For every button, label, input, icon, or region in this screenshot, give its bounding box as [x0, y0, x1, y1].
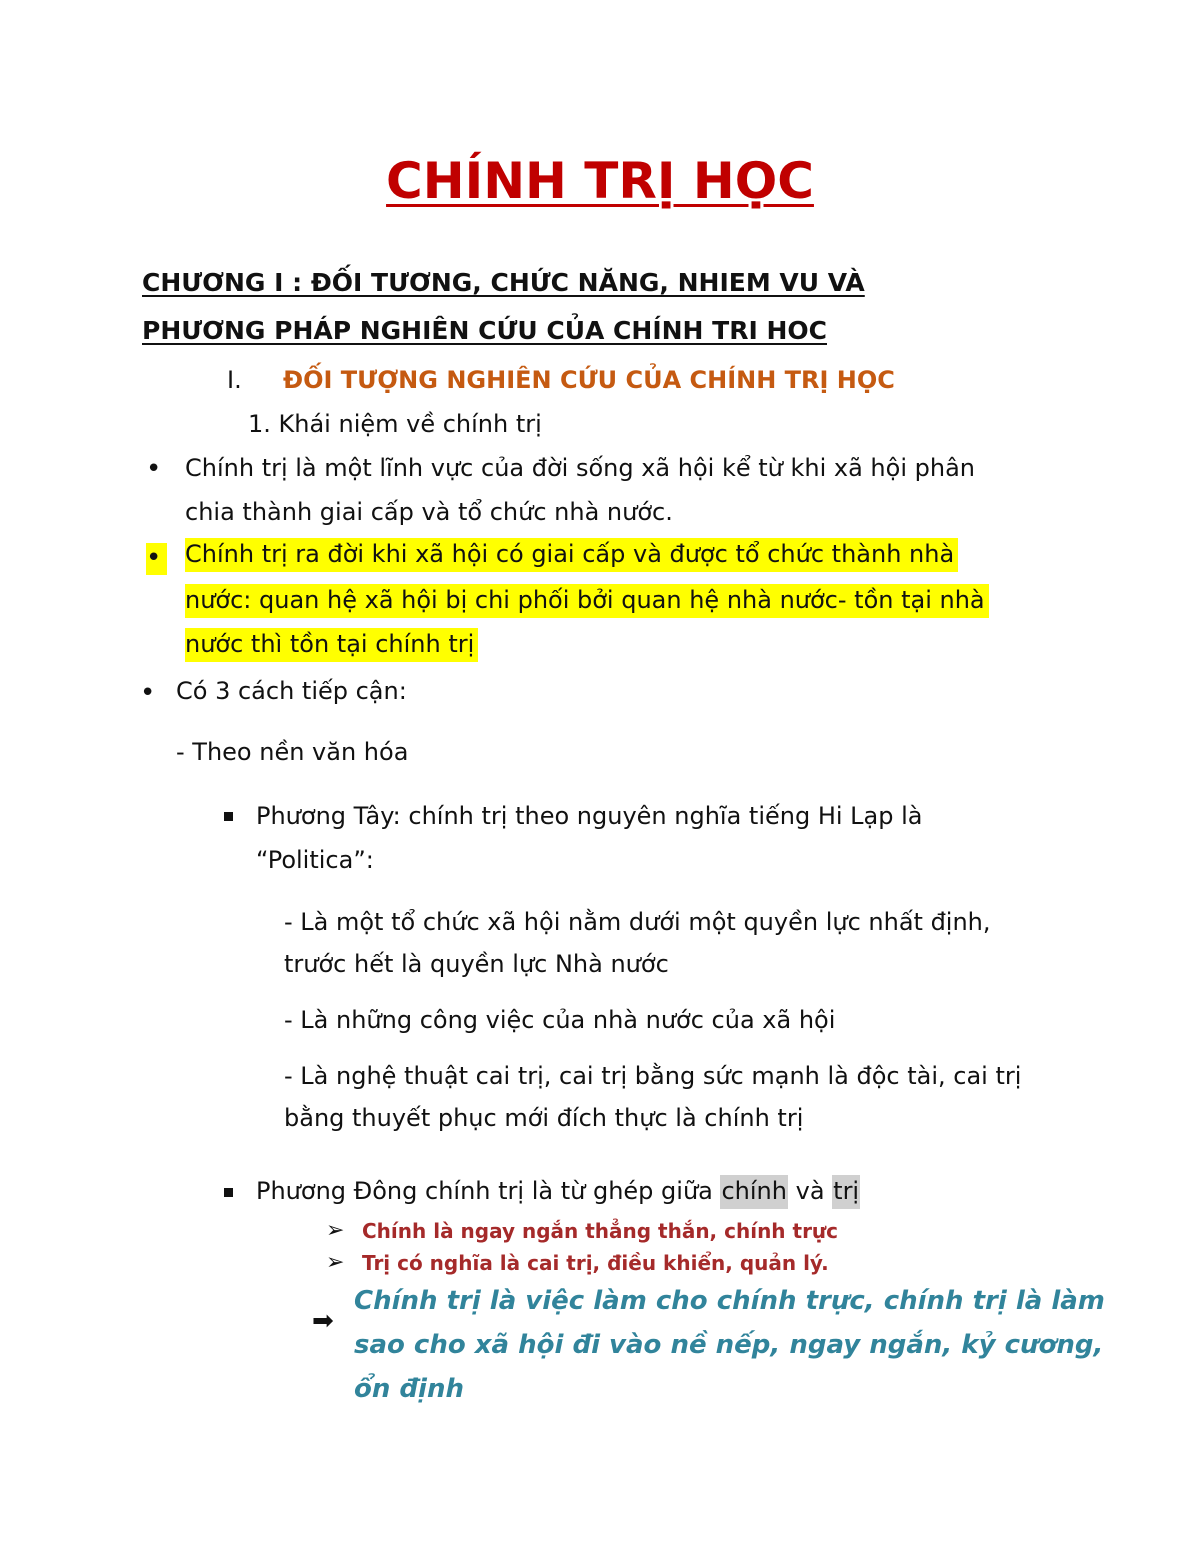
highlighted-word-tri: trị: [832, 1175, 860, 1209]
west-definition-3-line1: - Là nghệ thuật cai trị, cai trị bằng sức mạnh là độc tài, cai trị: [284, 1062, 1022, 1090]
square-bullet-icon: [224, 812, 233, 821]
east-sub-1: Chính là ngay ngắn thẳng thắn, chính trực: [362, 1219, 839, 1243]
subsection-heading: 1. Khái niệm về chính trị: [248, 410, 542, 438]
east-sub-2: Trị có nghĩa là cai trị, điều khiển, quản lý.: [362, 1251, 829, 1275]
bullet-3-text: Có 3 cách tiếp cận:: [176, 677, 407, 705]
bullet-1-line1: Chính trị là một lĩnh vực của đời sống xã hội kể từ khi xã hội phân: [185, 454, 975, 482]
west-definition-2: - Là những công việc của nhà nước của xã hội: [284, 1006, 836, 1034]
east-line: Phương Đông chính trị là từ ghép giữa chính và trị: [256, 1177, 860, 1205]
west-line1: Phương Tây: chính trị theo nguyên nghĩa tiếng Hi Lạp là: [256, 802, 923, 830]
arrowhead-bullet-icon: ➢: [326, 1250, 345, 1275]
bullet-dot-icon: •: [146, 454, 162, 484]
west-definition-3-line2: bằng thuyết phục mới đích thực là chính trị: [284, 1104, 804, 1132]
west-line2: “Politica”:: [256, 846, 374, 874]
right-arrow-icon: ➡: [312, 1306, 334, 1336]
approach-text: - Theo nền văn hóa: [176, 738, 409, 766]
bullet-2-line1: Chính trị ra đời khi xã hội có giai cấp và được tổ chức thành nhà: [185, 540, 958, 568]
bullet-1-line2: chia thành giai cấp và tổ chức nhà nước.: [185, 498, 673, 526]
section-title: ĐỐI TƯỢNG NGHIÊN CỨU CỦA CHÍNH TRỊ HỌC: [283, 366, 895, 394]
bullet-2-line3: nước thì tồn tại chính trị: [185, 630, 478, 658]
section-number: I.: [227, 366, 242, 394]
west-definition-1-line1: - Là một tổ chức xã hội nằm dưới một quyền lực nhất định,: [284, 908, 991, 936]
arrowhead-bullet-icon: ➢: [326, 1218, 345, 1243]
chapter-heading-line2: PHƯƠNG PHÁP NGHIÊN CỨU CỦA CHÍNH TRI HOC: [142, 316, 827, 345]
bullet-dot-icon: •: [146, 543, 167, 575]
conclusion-line1: Chính trị là việc làm cho chính trực, chính trị là làm: [354, 1286, 1105, 1316]
bullet-dot-icon: •: [140, 678, 156, 708]
conclusion-line2: sao cho xã hội đi vào nề nếp, ngay ngắn, kỷ cương,: [354, 1330, 1104, 1360]
square-bullet-icon: [224, 1188, 233, 1197]
highlighted-word-chinh: chính: [720, 1175, 788, 1209]
conclusion-line3: ổn định: [354, 1374, 464, 1404]
document-title: CHÍNH TRỊ HỌC: [386, 152, 814, 210]
west-definition-1-line2: trước hết là quyền lực Nhà nước: [284, 950, 669, 978]
bullet-2-line2: nước: quan hệ xã hội bị chi phối bởi quan hệ nhà nước- tồn tại nhà: [185, 586, 989, 614]
chapter-heading-line1: CHƯƠNG I : ĐỐI TƯƠNG, CHỨC NĂNG, NHIEM VU VÀ: [142, 268, 865, 297]
